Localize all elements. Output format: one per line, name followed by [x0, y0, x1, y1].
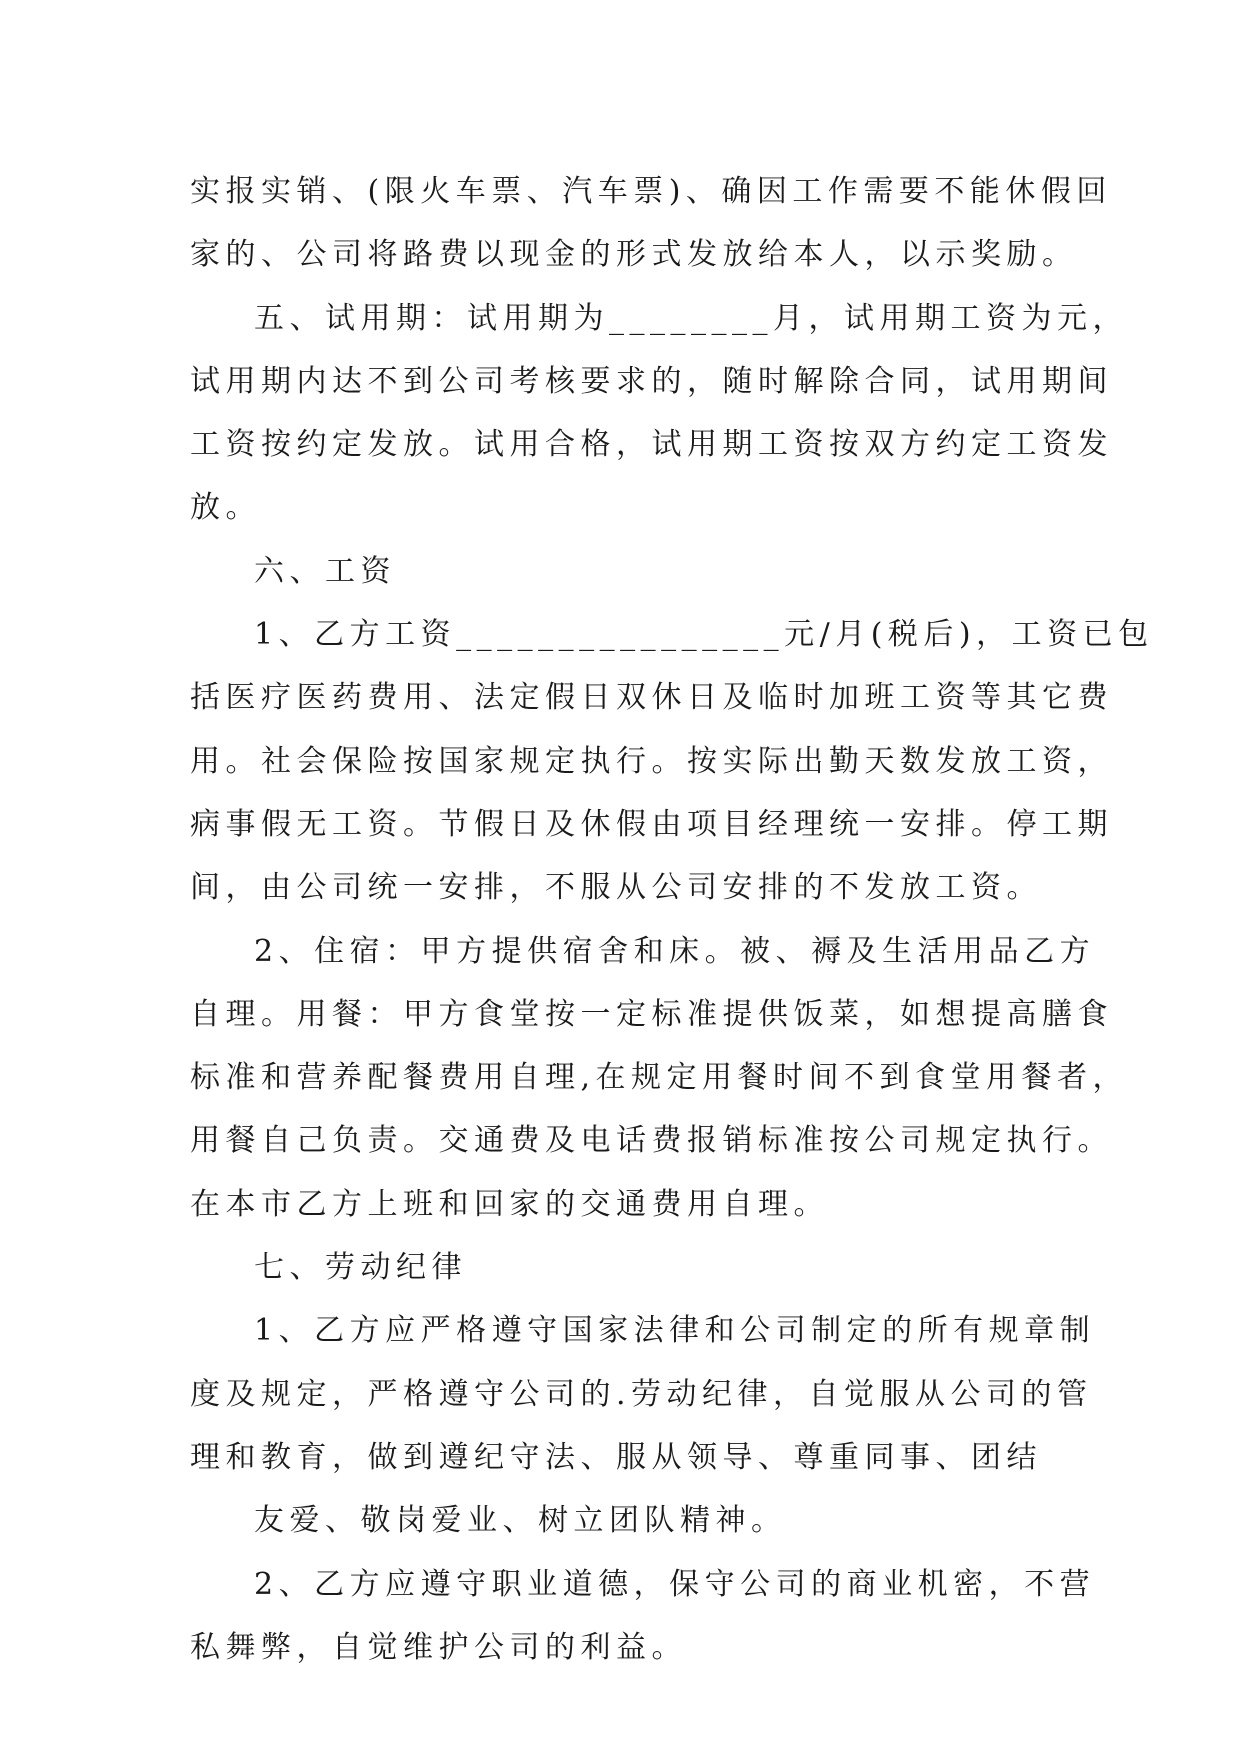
section-heading-probation: 五、试用期：试用期为________月，试用期工资为元，	[254, 300, 1128, 336]
text-line: 用。社会保险按国家规定执行。按实际出勤天数发放工资，	[190, 743, 1113, 779]
text-line: 2、住宿：甲方提供宿舍和床。被、褥及生活用品乙方	[254, 933, 1096, 969]
text-line: 自理。用餐：甲方食堂按一定标准提供饭菜，如想提高膳食	[190, 996, 1113, 1032]
document-body	[190, 160, 1154, 1679]
text-line: 工资按约定发放。试用合格，试用期工资按双方约定工资发	[190, 427, 1113, 463]
text-line: 1、乙方应严格遵守国家法律和公司制定的所有规章制	[254, 1313, 1096, 1349]
text-line: 2、乙方应遵守职业道德，保守公司的商业机密，不营	[254, 1566, 1096, 1602]
text-line: 间，由公司统一安排，不服从公司安排的不发放工资。	[190, 870, 1042, 906]
section-heading-labor-discipline: 七、劳动纪律	[254, 1250, 467, 1286]
text-line: 实报实销、(限火车票、汽车票)、确因工作需要不能休假回	[190, 174, 1112, 209]
text-line: 放。	[190, 490, 261, 526]
text-line: 家的、公司将路费以现金的形式发放给本人，以示奖励。	[190, 237, 1078, 273]
text-line: 标准和营养配餐费用自理,在规定用餐时间不到食堂用餐者，	[190, 1060, 1129, 1096]
text-line: 理和教育，做到遵纪守法、服从领导、尊重同事、团结	[190, 1439, 1042, 1475]
text-line: 在本市乙方上班和回家的交通费用自理。	[190, 1186, 829, 1222]
text-line: 用餐自己负责。交通费及电话费报销标准按公司规定执行。	[190, 1123, 1113, 1159]
text-line: 度及规定，严格遵守公司的.劳动纪律，自觉服从公司的管	[190, 1376, 1093, 1412]
text-line: 私舞弊，自觉维护公司的利益。	[190, 1629, 687, 1665]
text-line: 1、乙方工资________________元/月(税后)，工资已包	[254, 617, 1154, 653]
text-line: 病事假无工资。节假日及休假由项目经理统一安排。停工期	[190, 806, 1113, 842]
text-line: 括医疗医药费用、法定假日双休日及临时加班工资等其它费	[190, 680, 1113, 716]
text-line: 试用期内达不到公司考核要求的，随时解除合同，试用期间	[190, 363, 1113, 399]
text-line: 友爱、敬岗爱业、树立团队精神。	[254, 1503, 787, 1539]
section-heading-wages: 六、工资	[254, 553, 396, 589]
